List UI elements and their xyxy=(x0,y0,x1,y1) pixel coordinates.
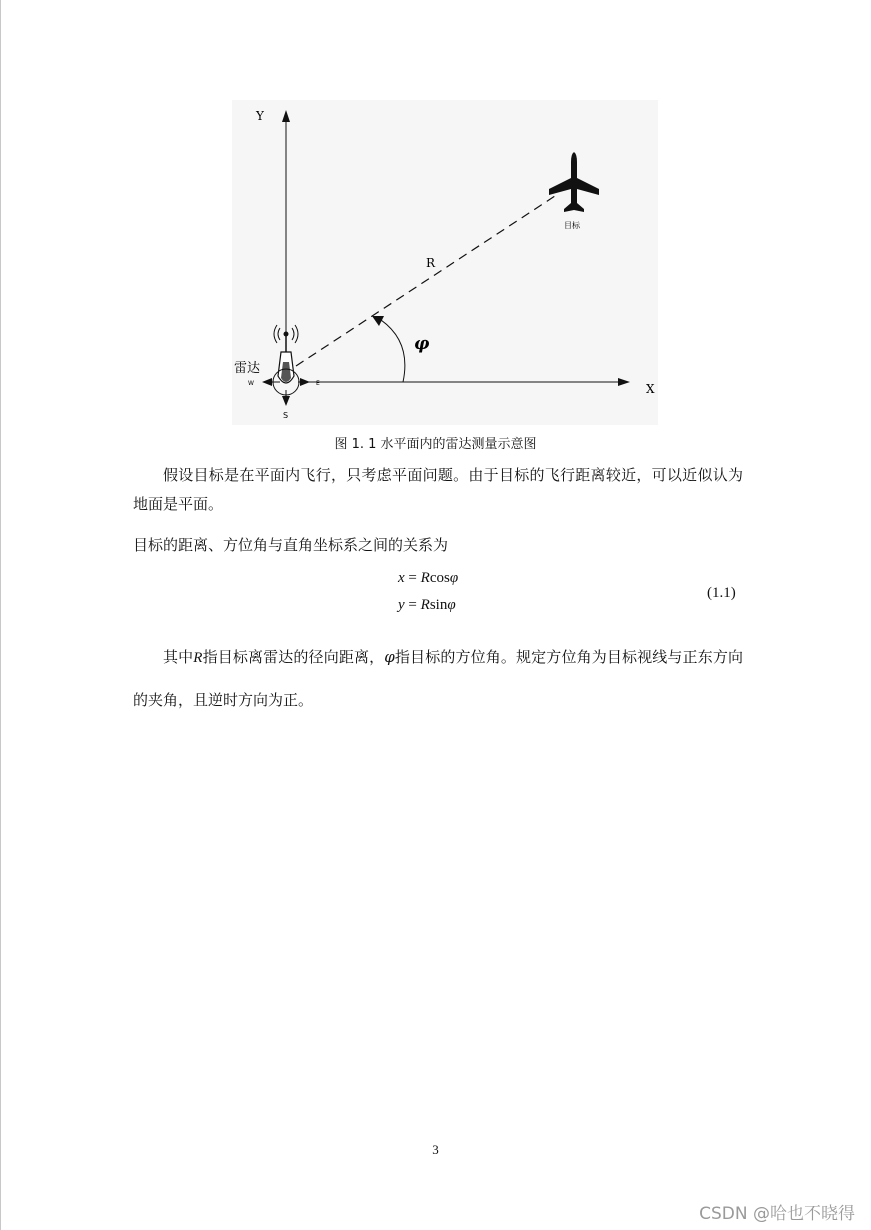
compass-east-label: E xyxy=(316,380,320,387)
x-axis-label: X xyxy=(646,382,655,396)
p3-phi-symbol: φ xyxy=(384,648,395,666)
y-axis-arrow xyxy=(282,110,290,122)
y-axis-label: Y xyxy=(256,109,264,123)
eq2-equals: = xyxy=(404,597,421,613)
radar-diagram xyxy=(232,100,658,425)
eq1-func: cos xyxy=(429,570,450,586)
p3-part1: 其中 xyxy=(163,648,194,666)
angle-arc xyxy=(378,318,405,382)
compass-west-label: W xyxy=(248,380,254,387)
eq2-r: R xyxy=(420,597,430,613)
watermark: CSDN @哈也不晓得 xyxy=(699,1204,855,1224)
p3-part2: 指目标离雷达的径向距离， xyxy=(202,648,385,666)
equation-number: (1.1) xyxy=(707,585,736,601)
angle-label: φ xyxy=(414,334,430,354)
page-left-border xyxy=(0,0,1,1230)
eq2-func: sin xyxy=(429,597,448,613)
p3-part3: 指目标的方位角。规定方位角为目标视线与正东方向的夹角，且逆时方向为正。 xyxy=(133,648,743,709)
equation-line-2 xyxy=(398,597,456,614)
target-label: 目标 xyxy=(564,221,580,230)
page-number: 3 xyxy=(432,1142,439,1157)
equation-line-1 xyxy=(398,570,458,587)
figure-caption: 图 1. 1 水平面内的雷达测量示意图 xyxy=(334,437,537,452)
radar-figure xyxy=(232,100,658,425)
paragraph-3 xyxy=(133,636,743,721)
eq1-r: R xyxy=(420,570,430,586)
paragraph-2: 目标的距离、方位角与直角坐标系之间的关系为 xyxy=(133,536,449,554)
eq1-lhs: x xyxy=(398,570,405,586)
p3-r-symbol: R xyxy=(193,650,203,666)
radar-icon xyxy=(273,325,299,395)
eq1-var: φ xyxy=(449,570,459,586)
paragraph-1: 假设目标是在平面内飞行，只考虑平面问题。由于目标的飞行距离较近，可以近似认为地面是平面。 xyxy=(133,466,743,513)
eq1-equals: = xyxy=(404,570,421,586)
eq2-lhs: y xyxy=(398,597,405,613)
range-label: R xyxy=(426,256,436,270)
eq2-var: φ xyxy=(447,597,456,613)
compass-south-label: S xyxy=(283,411,289,420)
x-axis-arrow xyxy=(618,378,630,386)
radar-label: 雷达 xyxy=(234,361,261,376)
airplane-icon xyxy=(549,152,599,212)
